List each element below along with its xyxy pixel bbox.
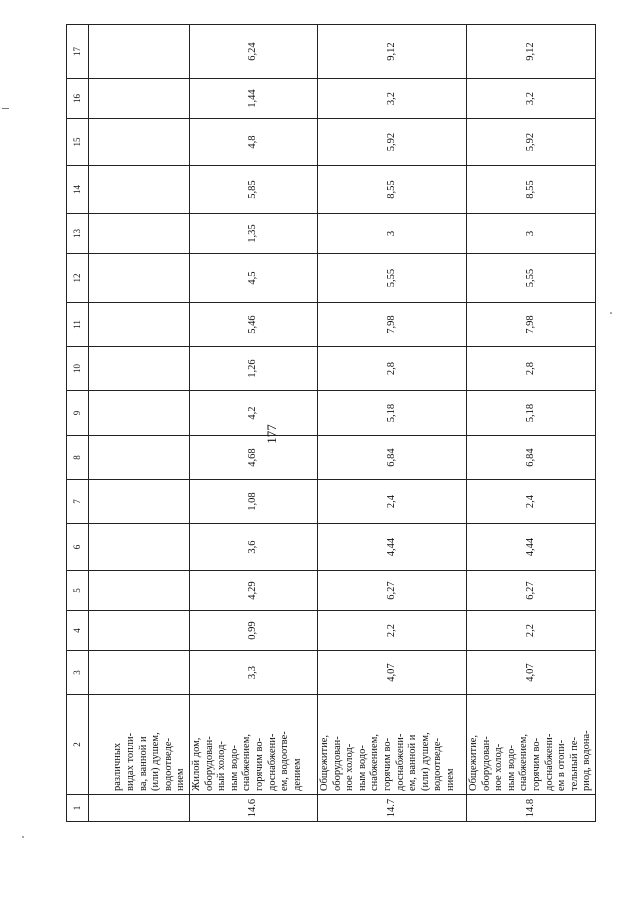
value-cell: 4,5 — [190, 254, 318, 303]
scan-speck — [22, 836, 24, 838]
description-line: оборудован- — [331, 736, 343, 791]
value-cell: 3 — [467, 214, 596, 254]
header-row — [67, 25, 89, 822]
header-cell: 8 — [67, 436, 89, 480]
value-cell: 9,12 — [318, 25, 467, 79]
description-line: ным водо- — [228, 745, 240, 791]
description-line: Общежитие, — [468, 734, 479, 791]
value-cell: 7,98 — [318, 303, 467, 347]
description-line: снабжением, — [518, 734, 530, 791]
description-line: дением — [291, 758, 303, 791]
description-line: горячим во- — [381, 737, 393, 791]
description-cell — [190, 695, 318, 795]
description-line: ным водо- — [505, 745, 517, 791]
value-cell: 5,18 — [318, 391, 467, 436]
value-cell: 2,8 — [467, 347, 596, 391]
description-line: видах топли- — [125, 732, 137, 791]
description-line: доснабжени- — [543, 733, 555, 791]
value-cell: 0,99 — [190, 611, 318, 651]
header-cell: 9 — [67, 391, 89, 436]
description-line: ный холод- — [216, 741, 228, 791]
value-cell: 1,35 — [190, 214, 318, 254]
page-number: 177 — [264, 424, 279, 444]
value-cell: 6,27 — [467, 571, 596, 611]
value-cell: 6,24 — [190, 25, 318, 79]
value-cell: 4,29 — [190, 571, 318, 611]
header-cell: 2 — [67, 695, 89, 795]
value-cell — [89, 166, 190, 214]
value-cell: 5,55 — [467, 254, 596, 303]
description-line: ва, ванной и — [137, 736, 149, 791]
header-cell: 14 — [67, 166, 89, 214]
description-line: тельный пе- — [568, 737, 580, 791]
value-cell: 3 — [318, 214, 467, 254]
header-cell: 5 — [67, 571, 89, 611]
header-cell: 11 — [67, 303, 89, 347]
value-cell — [89, 571, 190, 611]
header-cell: 17 — [67, 25, 89, 79]
header-cell: 12 — [67, 254, 89, 303]
row-number-cell: 14.8 — [467, 795, 596, 822]
header-cell: 10 — [67, 347, 89, 391]
description-line: горячим во- — [253, 737, 265, 791]
value-cell: 4,44 — [318, 524, 467, 571]
value-cell — [89, 391, 190, 436]
header-cell: 7 — [67, 480, 89, 524]
description-cell — [89, 695, 190, 795]
value-cell: 6,27 — [318, 571, 467, 611]
description-line: ное холод- — [344, 743, 356, 791]
table-body — [67, 25, 596, 822]
description-line: нием — [175, 768, 187, 791]
table-row — [190, 25, 318, 822]
rotated-table-wrapper — [66, 42, 593, 822]
value-cell — [89, 651, 190, 695]
row-number-cell: 14.7 — [318, 795, 467, 822]
description-line: ным водо- — [356, 745, 368, 791]
value-cell — [89, 25, 190, 79]
value-cell: 4,68 — [190, 436, 318, 480]
value-cell: 1,44 — [190, 79, 318, 119]
description-line: снабжением, — [369, 734, 381, 791]
value-cell: 4,2 — [190, 391, 318, 436]
value-cell: 8,55 — [318, 166, 467, 214]
value-cell: 8,55 — [467, 166, 596, 214]
scan-speck — [610, 312, 612, 314]
value-cell: 2,8 — [318, 347, 467, 391]
value-cell — [89, 611, 190, 651]
value-cell: 9,12 — [467, 25, 596, 79]
value-cell: 3,2 — [467, 79, 596, 119]
value-cell — [89, 480, 190, 524]
description-line: ем, водоотве- — [279, 731, 291, 791]
description-line: доснабжени- — [266, 733, 278, 791]
header-cell: 3 — [67, 651, 89, 695]
value-cell: 2,4 — [318, 480, 467, 524]
value-cell — [89, 214, 190, 254]
value-cell: 6,84 — [318, 436, 467, 480]
description-line: Жилой дом, — [191, 737, 202, 791]
description-line: ное холод- — [493, 743, 505, 791]
value-cell: 1,08 — [190, 480, 318, 524]
value-cell: 5,55 — [318, 254, 467, 303]
row-number-cell: 14.6 — [190, 795, 318, 822]
description-line: (или) душем, — [419, 732, 431, 791]
row-number-cell — [89, 795, 190, 822]
value-cell: 5,46 — [190, 303, 318, 347]
value-cell: 4,44 — [467, 524, 596, 571]
description-line: Общежитие, — [319, 734, 330, 791]
description-cell — [318, 695, 467, 795]
description-line: нием — [444, 768, 456, 791]
value-cell — [89, 254, 190, 303]
description-line: водоотведе- — [432, 737, 444, 791]
header-cell: 15 — [67, 119, 89, 166]
value-cell: 2,2 — [467, 611, 596, 651]
scan-edge-mark — [2, 108, 9, 109]
description-line: оборудован- — [480, 736, 492, 791]
description-line: горячим во- — [530, 737, 542, 791]
header-cell: 13 — [67, 214, 89, 254]
header-cell: 6 — [67, 524, 89, 571]
table-row — [318, 25, 467, 822]
value-cell — [89, 347, 190, 391]
description-line: ем в отопи- — [556, 739, 568, 791]
description-line: снабжением, — [241, 734, 253, 791]
value-cell: 5,92 — [467, 119, 596, 166]
description-line: доснабжени- — [394, 733, 406, 791]
table-row — [89, 25, 190, 822]
value-cell — [89, 436, 190, 480]
value-cell — [89, 524, 190, 571]
description-line: (или) душем, — [150, 732, 162, 791]
value-cell — [89, 303, 190, 347]
value-cell: 2,4 — [467, 480, 596, 524]
description-line: риод, водона- — [581, 730, 593, 791]
description-cell — [467, 695, 596, 795]
value-cell: 3,6 — [190, 524, 318, 571]
value-cell: 4,07 — [467, 651, 596, 695]
description-line: ем, ванной и — [407, 734, 419, 791]
description-line: оборудован- — [203, 736, 215, 791]
value-cell — [89, 119, 190, 166]
description-line: водоотведе- — [162, 737, 174, 791]
table-row — [467, 25, 596, 822]
value-cell — [89, 79, 190, 119]
value-cell: 4,07 — [318, 651, 467, 695]
value-cell: 6,84 — [467, 436, 596, 480]
value-cell: 7,98 — [467, 303, 596, 347]
tariff-table — [66, 24, 596, 822]
header-cell: 1 — [67, 795, 89, 822]
value-cell: 5,18 — [467, 391, 596, 436]
value-cell: 1,26 — [190, 347, 318, 391]
value-cell: 4,8 — [190, 119, 318, 166]
value-cell: 5,85 — [190, 166, 318, 214]
header-cell: 4 — [67, 611, 89, 651]
value-cell: 5,92 — [318, 119, 467, 166]
value-cell: 3,2 — [318, 79, 467, 119]
description-line: различных — [112, 742, 124, 791]
value-cell: 3,3 — [190, 651, 318, 695]
value-cell: 2,2 — [318, 611, 467, 651]
header-cell: 16 — [67, 79, 89, 119]
